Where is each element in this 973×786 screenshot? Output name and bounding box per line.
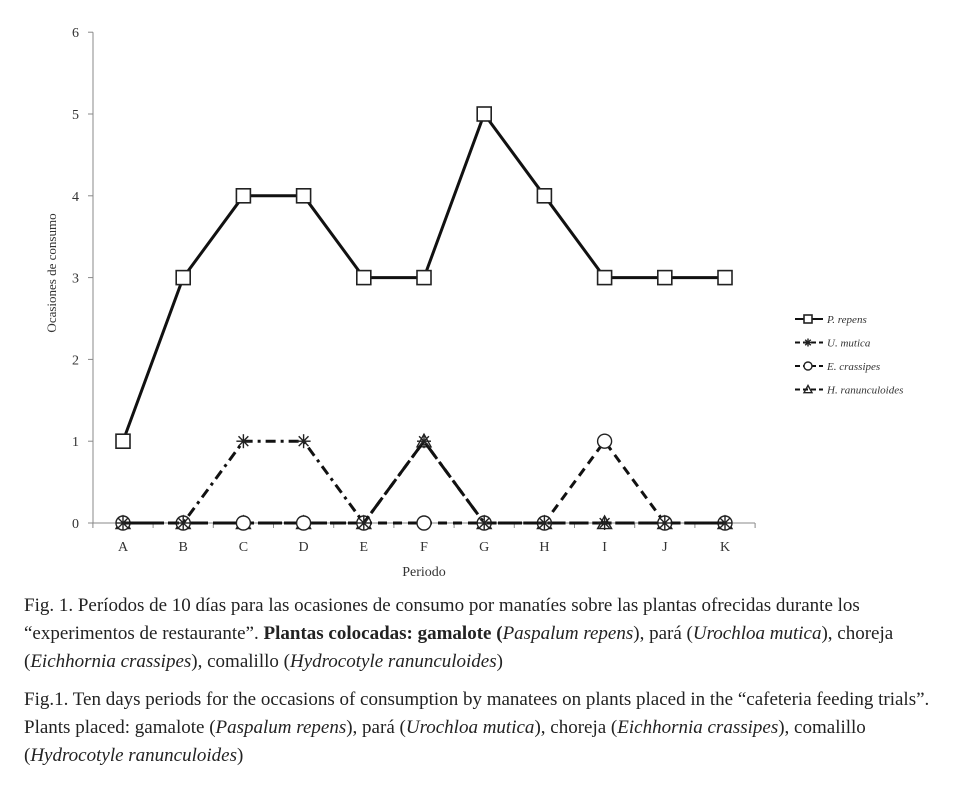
caption-text: ), comalillo (: [24, 717, 866, 766]
square-marker: [718, 271, 732, 285]
y-tick-label: 5: [72, 108, 79, 123]
x-tick-label: D: [298, 540, 309, 555]
caption-text: ), pará (: [346, 717, 406, 738]
square-marker: [176, 271, 190, 285]
circle-marker: [236, 516, 250, 530]
square-marker: [236, 189, 250, 203]
square-marker: [417, 271, 431, 285]
figure-caption-english: [24, 686, 954, 770]
asterisk-marker: [718, 516, 732, 530]
asterisk-marker: [417, 434, 431, 448]
asterisk-marker: [297, 434, 311, 448]
legend-label: E. crassipes: [827, 361, 881, 373]
series-line: [123, 441, 725, 523]
x-tick-label: G: [479, 540, 490, 555]
legend-item: [795, 314, 867, 326]
legend-item: [795, 361, 880, 373]
circle-marker: [598, 434, 612, 448]
y-tick-label: 1: [72, 435, 79, 451]
x-tick-label: K: [719, 540, 731, 555]
square-marker: [357, 271, 371, 285]
legend-label: H. ranunculoides: [827, 384, 904, 397]
x-tick-label: F: [420, 540, 428, 555]
asterisk-marker: [116, 516, 130, 530]
asterisk-marker: [176, 516, 190, 530]
asterisk-marker: [804, 339, 812, 347]
chart-series: [116, 107, 732, 530]
x-tick-label: J: [662, 540, 668, 555]
species-name: Paspalum repens: [502, 623, 634, 644]
legend-label: P. repens: [827, 314, 867, 326]
chart-axes: [72, 26, 755, 555]
x-tick-label: E: [359, 540, 369, 555]
asterisk-marker: [477, 516, 491, 530]
y-tick-label: 4: [72, 189, 79, 205]
species-name: Eichhornia crassipes: [617, 717, 779, 738]
species-name: Paspalum repens: [215, 717, 347, 738]
species-name: Hydrocotyle ranunculoides: [289, 651, 497, 672]
x-tick-label: I: [602, 540, 607, 555]
figure-caption-spanish: [24, 592, 954, 676]
caption-text: ), choreja (: [534, 717, 618, 738]
square-marker: [477, 107, 491, 121]
y-tick-label: 3: [72, 271, 79, 287]
square-marker: [804, 315, 812, 323]
x-tick-label: C: [238, 540, 249, 555]
caption-bold-text: Plantas colocadas: gamalote (: [263, 623, 503, 644]
circle-marker: [804, 362, 812, 370]
legend-item: [795, 385, 903, 397]
x-tick-label: B: [178, 540, 188, 555]
series-h-ranunculoides: [116, 434, 732, 528]
species-name: Hydrocotyle ranunculoides: [30, 745, 237, 766]
y-tick-label: 0: [72, 517, 79, 532]
y-tick-label: 6: [72, 26, 79, 42]
square-marker: [297, 189, 311, 203]
caption-text: ), choreja (: [24, 623, 894, 672]
circle-marker: [417, 516, 431, 530]
x-tick-label: H: [539, 540, 550, 555]
square-marker: [598, 271, 612, 285]
series-p-repens: [116, 107, 732, 448]
caption-text: Fig. 1. Períodos de 10 días para las ocasiones de consumo por manatíes sobre las plantas ofrecidas durante los “experimentos de restaurante”.: [24, 595, 860, 644]
series-e-crassipes: [116, 434, 732, 530]
x-axis-label: Periodo: [402, 565, 446, 580]
species-name: Urochloa mutica: [405, 717, 535, 738]
x-tick-label: A: [117, 540, 129, 555]
circle-marker: [297, 516, 311, 530]
asterisk-marker: [236, 434, 250, 448]
square-marker: [537, 189, 551, 203]
y-axis-label: Ocasiones de consumo: [44, 213, 59, 333]
square-marker: [658, 271, 672, 285]
square-marker: [116, 434, 130, 448]
chart-legend: [795, 314, 903, 397]
caption-text: Fig.1. Ten days periods for the occasions of consumption by manatees on plants placed in the “cafeteria feeding trials”. Plants placed: gamalote (: [24, 689, 930, 738]
y-tick-label: 2: [72, 353, 79, 369]
asterisk-marker: [357, 516, 371, 530]
caption-text: ), pará (: [633, 623, 693, 644]
caption-text: ): [237, 745, 244, 766]
caption-text: ): [496, 651, 503, 672]
legend-item: [795, 338, 871, 350]
legend-label: U. mutica: [827, 337, 871, 350]
species-name: Urochloa mutica: [692, 623, 822, 644]
species-name: Eichhornia crassipes: [30, 651, 192, 672]
caption-text: ), comalillo (: [191, 651, 290, 672]
